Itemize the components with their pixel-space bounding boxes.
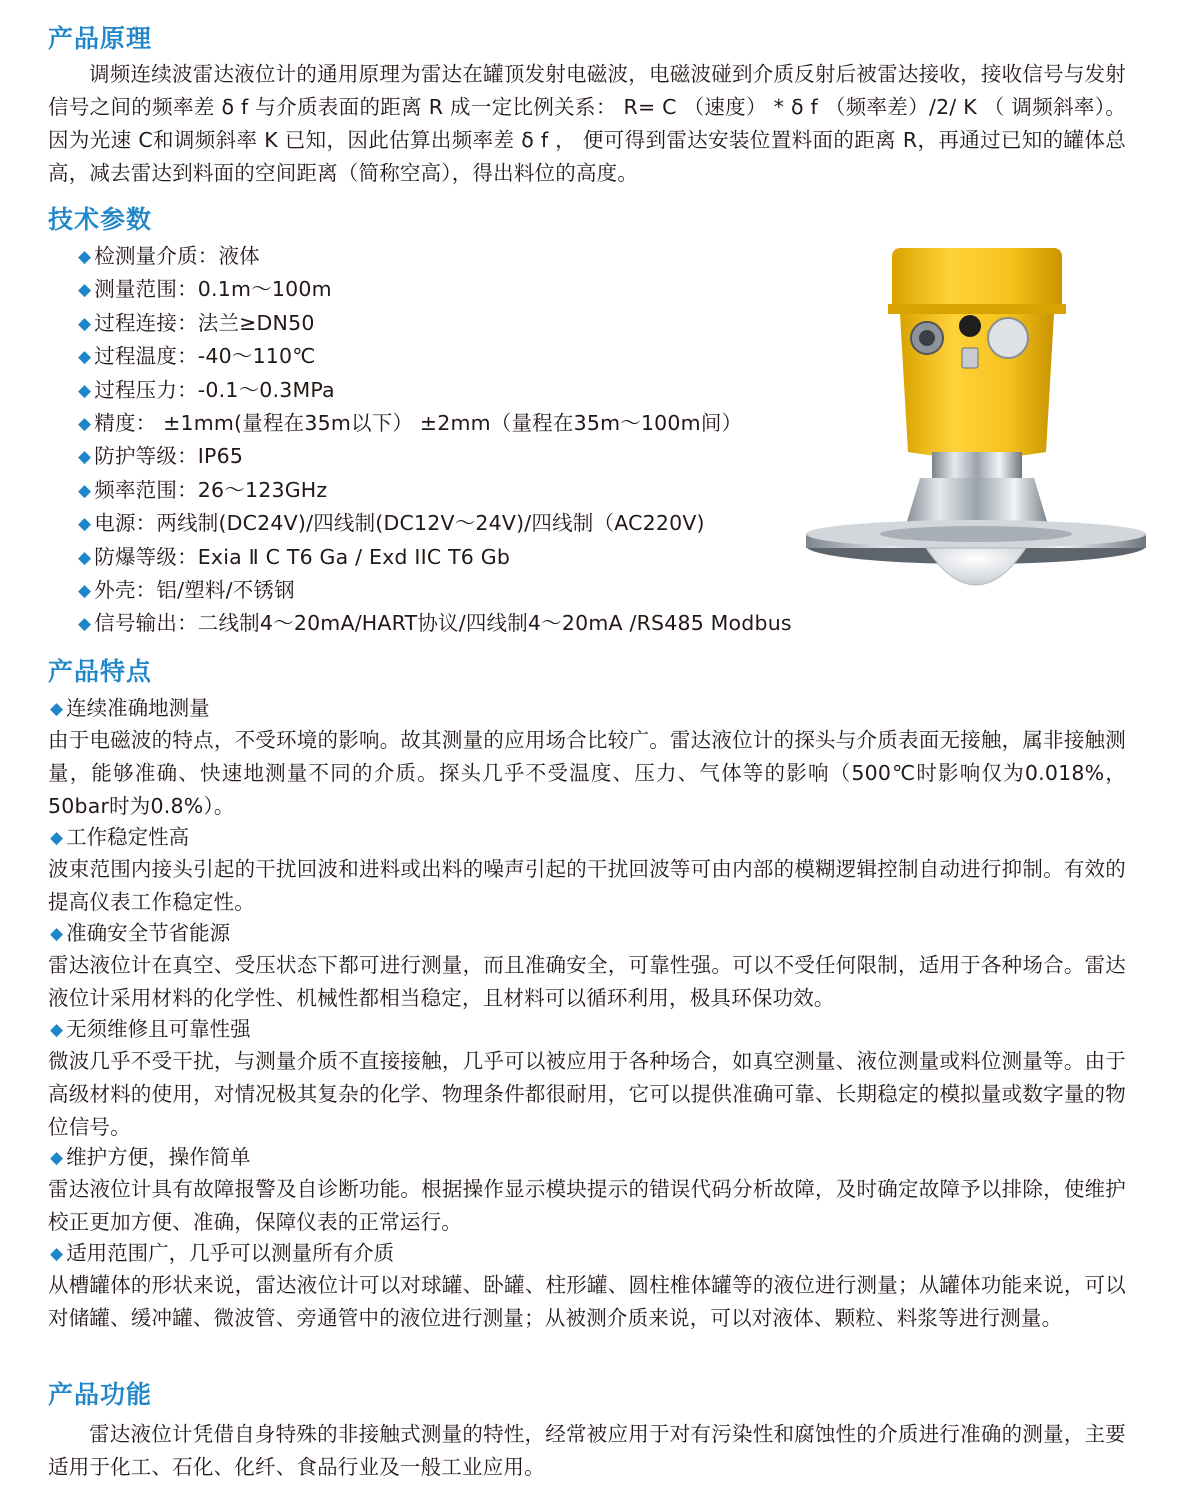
radar-level-gauge-photo bbox=[800, 242, 1152, 602]
feature-title-text: 无须维修且可靠性强 bbox=[66, 1017, 251, 1041]
function-text: 雷达液位计凭借自身特殊的非接触式测量的特性，经常被应用于对有污染性和腐蚀性的介质进行准确的测量，主要适用于化工、石化、化纤、食品行业及一般工业应用。 bbox=[48, 1422, 1126, 1479]
diamond-bullet-icon: ◆ bbox=[78, 447, 92, 468]
feature-title bbox=[50, 917, 230, 950]
feature-text: 微波几乎不受干扰，与测量介质不直接接触，几乎可以被应用于各种场合，如真空测量、液位测量或料位测量等。由于高级材料的使用，对情况极其复杂的化学、物理条件都很耐用，它可以提供准确可靠、长期稳定的模拟量或数字量的物位信号。 bbox=[48, 1049, 1126, 1139]
diamond-bullet-icon: ◆ bbox=[78, 514, 92, 535]
feature-title-text: 连续准确地测量 bbox=[66, 696, 210, 720]
diamond-bullet-icon: ◆ bbox=[78, 380, 92, 401]
spec-text: 过程连接：法兰≥DN50 bbox=[94, 310, 315, 335]
feature-title bbox=[50, 1141, 251, 1174]
spec-list bbox=[78, 240, 792, 641]
diamond-bullet-icon: ◆ bbox=[78, 580, 92, 601]
spec-text: 信号输出：二线制4～20mA/HART协议/四线制4～20mA /RS485 Modbus bbox=[94, 611, 792, 636]
diamond-bullet-icon: ◆ bbox=[78, 413, 92, 434]
spec-text: 频率范围：26～123GHz bbox=[94, 477, 328, 502]
spec-item bbox=[78, 541, 792, 574]
feature-title-text: 工作稳定性高 bbox=[66, 825, 190, 849]
specs-heading: 技术参数 bbox=[48, 205, 153, 234]
diamond-bullet-icon: ◆ bbox=[50, 1244, 64, 1264]
feature-title-text: 维护方便，操作简单 bbox=[66, 1145, 251, 1169]
diamond-bullet-icon: ◆ bbox=[78, 347, 92, 368]
spec-item bbox=[78, 607, 792, 640]
feature-title-text: 适用范围广，几乎可以测量所有介质 bbox=[66, 1241, 395, 1265]
feature-text: 波束范围内接头引起的干扰回波和进料或出料的噪声引起的干扰回波等可由内部的模糊逻辑控制自动进行抑制。有效的提高仪表工作稳定性。 bbox=[48, 857, 1126, 914]
feature-title-text: 准确安全节省能源 bbox=[66, 921, 231, 945]
spec-text: 测量范围：0.1m～100m bbox=[94, 277, 332, 302]
feature-title bbox=[50, 692, 210, 725]
feature-text: 从槽罐体的形状来说，雷达液位计可以对球罐、卧罐、柱形罐、圆柱椎体罐等的液位进行测量；从罐体功能来说，可以对储罐、缓冲罐、微波管、旁通管中的液位进行测量；从被测介质来说，可以对液体、颗粒、料浆等进行测量。 bbox=[48, 1273, 1126, 1330]
spec-item bbox=[78, 474, 792, 507]
diamond-bullet-icon: ◆ bbox=[78, 614, 92, 635]
function-heading: 产品功能 bbox=[48, 1380, 153, 1409]
diamond-bullet-icon: ◆ bbox=[50, 699, 64, 719]
spec-text: 防护等级：IP65 bbox=[94, 444, 244, 469]
features-heading: 产品特点 bbox=[48, 657, 153, 686]
diamond-bullet-icon: ◆ bbox=[78, 247, 92, 267]
feature-text: 雷达液位计在真空、受压状态下都可进行测量，而且准确安全，可靠性强。可以不受任何限制，适用于各种场合。雷达液位计采用材料的化学性、机械性都相当稳定，且材料可以循环利用，极具环保功效。 bbox=[48, 953, 1126, 1010]
spec-item bbox=[78, 407, 792, 440]
feature-text: 雷达液位计具有故障报警及自诊断功能。根据操作显示模块提示的错误代码分析故障，及时确定故障予以排除，使维护校正更加方便、准确，保障仪表的正常运行。 bbox=[48, 1177, 1126, 1234]
spec-text: 精度： ±1mm(量程在35m以下） ±2mm（量程在35m～100m间） bbox=[94, 410, 743, 435]
spec-item bbox=[78, 340, 792, 373]
spec-text: 防爆等级：Exia Ⅱ C T6 Ga / Exd IIC T6 Gb bbox=[94, 544, 511, 569]
diamond-bullet-icon: ◆ bbox=[50, 828, 64, 848]
diamond-bullet-icon: ◆ bbox=[78, 313, 92, 334]
spec-item bbox=[78, 374, 792, 407]
spec-item bbox=[78, 507, 792, 540]
feature-title bbox=[50, 821, 189, 854]
spec-item bbox=[78, 574, 792, 607]
spec-item bbox=[78, 307, 792, 340]
spec-text: 电源：两线制(DC24V)/四线制(DC12V～24V)/四线制（AC220V) bbox=[94, 511, 705, 536]
principle-heading: 产品原理 bbox=[48, 24, 153, 53]
principle-text: 调频连续波雷达液位计的通用原理为雷达在罐顶发射电磁波，电磁波碰到介质反射后被雷达接收，接收信号与发射信号之间的频率差 δ f 与介质表面的距离 R 成一定比例关系： R= C （速度） * δ f （频率差）/2/ K （ 调频斜率）。因为光速 C和调频斜率 K 已知，因此估算出频率差 δ f ， 便可得到雷达安装位置料面的距离 R，再通过已知的罐体总高，减去雷达到料面的空间距离（简称空高），得出料位的高度。 bbox=[48, 62, 1126, 185]
diamond-bullet-icon: ◆ bbox=[50, 1020, 64, 1040]
spec-item bbox=[78, 440, 792, 473]
diamond-bullet-icon: ◆ bbox=[78, 547, 92, 568]
spec-text: 过程压力：-0.1～0.3MPa bbox=[94, 377, 335, 402]
feature-title bbox=[50, 1237, 394, 1270]
spec-text: 过程温度：-40～110℃ bbox=[94, 344, 316, 369]
diamond-bullet-icon: ◆ bbox=[50, 924, 64, 944]
spec-item bbox=[78, 240, 792, 273]
diamond-bullet-icon: ◆ bbox=[78, 480, 92, 501]
feature-title bbox=[50, 1013, 251, 1046]
spec-text: 外壳：铝/塑料/不锈钢 bbox=[94, 577, 295, 602]
diamond-bullet-icon: ◆ bbox=[78, 280, 92, 301]
spec-text: 检测量介质：液体 bbox=[94, 244, 260, 268]
diamond-bullet-icon: ◆ bbox=[50, 1148, 64, 1168]
feature-text: 由于电磁波的特点，不受环境的影响。故其测量的应用场合比较广。雷达液位计的探头与介质表面无接触，属非接触测量，能够准确、快速地测量不同的介质。探头几乎不受温度、压力、气体等的影响（500℃时影响仅为0.018%，50bar时为0.8%）。 bbox=[48, 728, 1126, 818]
spec-item bbox=[78, 273, 792, 306]
